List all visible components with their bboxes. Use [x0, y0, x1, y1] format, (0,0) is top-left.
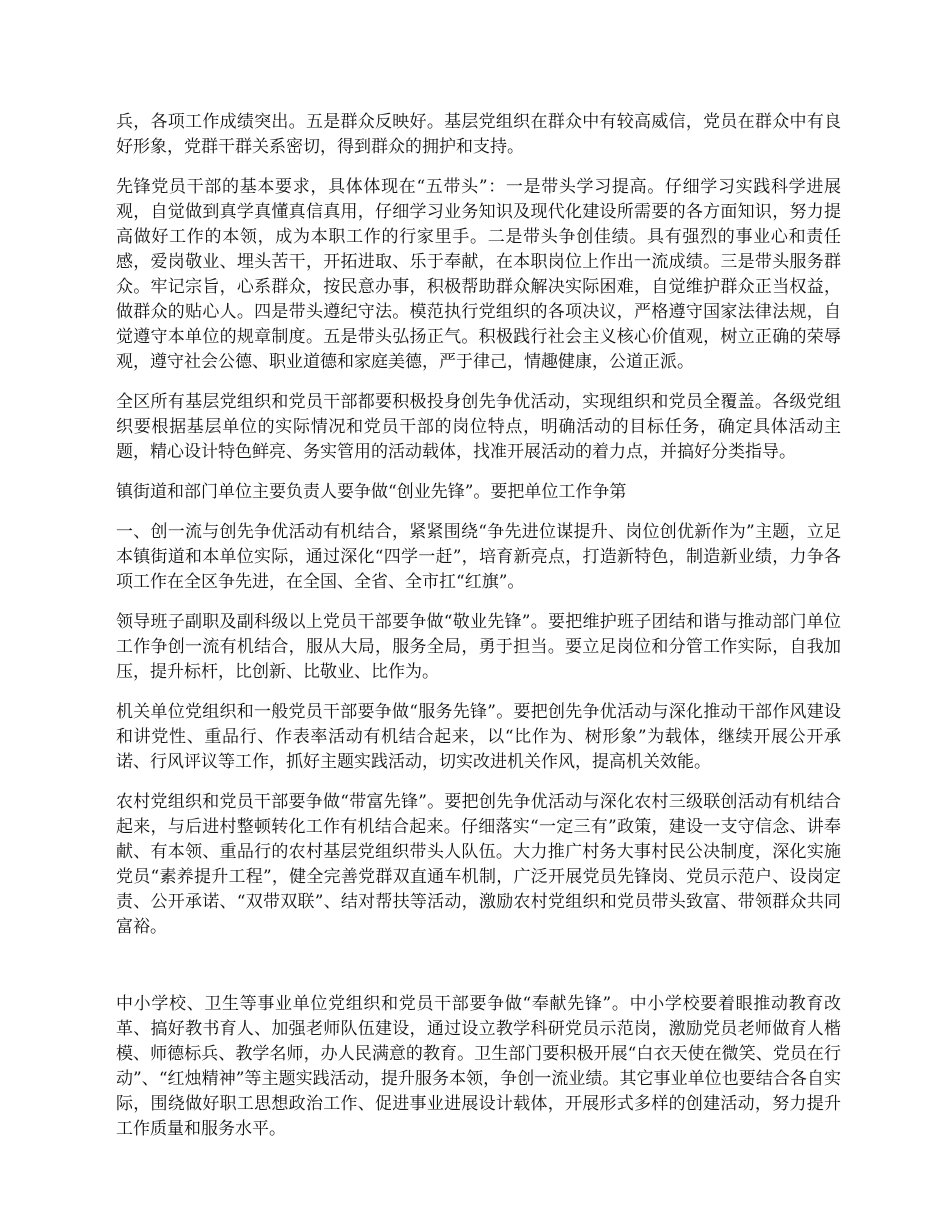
paragraph-9: 中小学校、卫生等事业单位党组织和党员干部要争做“奉献先锋”。中小学校要着眼推动教育改革、搞好教书育人、加强老师队伍建设，通过设立教学科研党员示范岗，激励党员老师做育人楷模、师德标兵、教学名师，办人民满意的教育。卫生部门要积极开展“白衣天使在微笑、党员在行动”、“红烛精神”等主题实践活动，提升服务本领，争创一流业绩。其它事业单位也要结合各自实际，围绕做好职工思想政治工作、促进事业进展设计载体，开展形式多样的创建活动，努力提升工作质量和服务水平。: [116, 994, 841, 1139]
paragraph-4: 镇街道和部门单位主要负责人要争做“创业先锋”。要把单位工作争第: [116, 482, 627, 502]
paragraph-2: 先锋党员干部的基本要求，具体体现在“五带头”：一是带头学习提高。仔细学习实践科学进展观，自觉做到真学真懂真信真用，仔细学习业务知识及现代化建设所需要的各方面知识，努力提高做好工作的本领，成为本职工作的行家里手。二是带头争创佳绩。具有强烈的事业心和责任感，爱岗敬业、埋头苦干，开拓进取、乐于奉献，在本职岗位上作出一流成绩。三是带头服务群众。牢记宗旨，心系群众，按民意办事，积极帮助群众解决实际困难，自觉维护群众正当权益，做群众的贴心人。四是带头遵纪守法。模范执行党组织的各项决议，严格遵守国家法律法规，自觉遵守本单位的规章制度。五是带头弘扬正气。积极践行社会主义核心价值观，树立正确的荣辱观，遵守社会公德、职业道德和家庭美德，严于律己，情趣健康，公道正派。: [116, 177, 841, 372]
document-page: [116, 110, 841, 1157]
paragraph-8: 农村党组织和党员干部要争做“带富先锋”。要把创先争优活动与深化农村三级联创活动有机结合起来，与后进村整顿转化工作有机结合起来。仔细落实“一定三有”政策，建设一支守信念、讲奉献、有本领、重品行的农村基层党组织带头人队伍。大力推广村务大事村民公决制度，深化实施党员“素养提升工程”，健全完善党群双直通车机制，广泛开展党员先锋岗、党员示范户、设岗定责、公开承诺、“双带双联”、结对帮扶等活动，激励农村党组织和党员带头致富、带领群众共同富裕。: [116, 792, 841, 937]
paragraph-5: 一、创一流与创先争优活动有机结合，紧紧围绕“争先进位谋提升、岗位创优新作为”主题，立足本镇街道和本单位实际，通过深化“四学一赶”，培育新亮点，打造新特色，制造新业绩，力争各项工作在全区争先进，在全国、全省、全市扛“红旗”。: [116, 522, 841, 592]
paragraph-7: 机关单位党组织和一般党员干部要争做“服务先锋”。要把创先争优活动与深化推动干部作风建设和讲党性、重品行、作表率活动有机结合起来，以“比作为、树形象”为载体，继续开展公开承诺、行风评议等工作，抓好主题实践活动，切实改进机关作风，提高机关效能。: [116, 702, 841, 772]
paragraph-1: 兵，各项工作成绩突出。五是群众反映好。基层党组织在群众中有较高威信，党员在群众中有良好形象，党群干群关系密切，得到群众的拥护和支持。: [116, 112, 841, 157]
paragraph-6: 领导班子副职及副科级以上党员干部要争做“敬业先锋”。要把维护班子团结和谐与推动部门单位工作争创一流有机结合，服从大局，服务全局，勇于担当。要立足岗位和分管工作实际，自我加压，提升标杆，比创新、比敬业、比作为。: [116, 612, 841, 682]
paragraph-3: 全区所有基层党组织和党员干部都要积极投身创先争优活动，实现组织和党员全覆盖。各级党组织要根据基层单位的实际情况和党员干部的岗位特点，明确活动的目标任务，确定具体活动主题，精心设计特色鲜亮、务实管用的活动载体，找准开展活动的着力点，并搞好分类指导。: [116, 392, 841, 462]
paragraph-spacer: [116, 955, 841, 992]
